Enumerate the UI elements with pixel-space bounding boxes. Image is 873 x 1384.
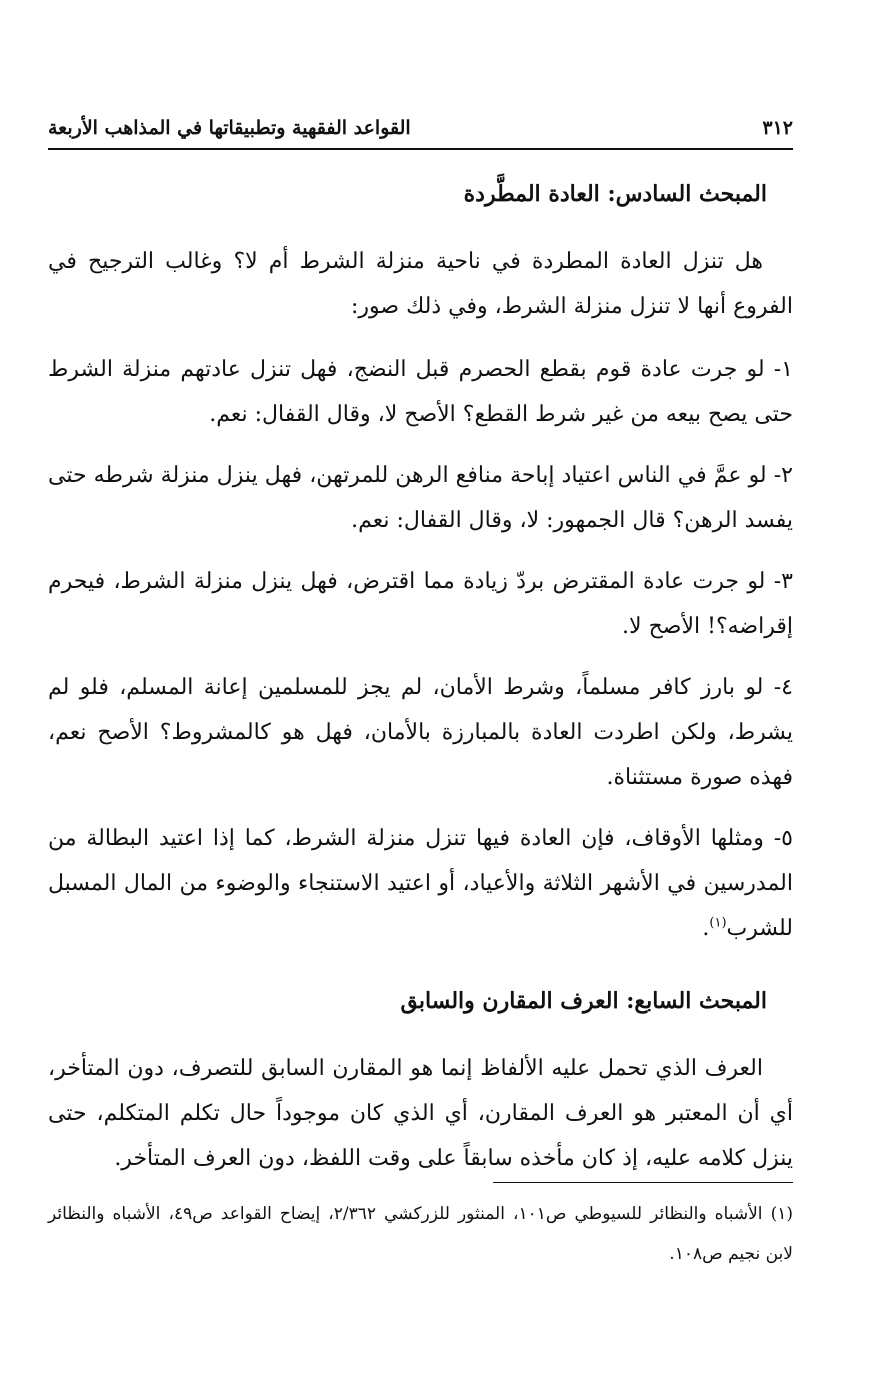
- section-heading: المبحث السادس: العادة المطَّردة: [463, 181, 767, 207]
- paragraph: هل تنزل العادة المطردة في ناحية منزلة الشرط أم لا؟ وغالب الترجيح في الفروع أنها لا تنزل منزلة الشرط، وفي ذلك صور:: [48, 249, 793, 319]
- running-header: [48, 108, 793, 148]
- list-item-text: ٥- ومثلها الأوقاف، فإن العادة فيها تنزل منزلة الشرط، كما إذا اعتيد البطالة من المدرسين في الأشهر الثلاثة والأعياد، أو اعتيد الاستنجاء والوضوء من المال المسبل للشرب: [48, 826, 793, 941]
- sentence-end: .: [702, 916, 710, 941]
- list-item: [48, 816, 793, 951]
- footnote: (١) الأشباه والنظائر للسيوطي ص١٠١، المنثور للزركشي ٢/٣٦٢، إيضاح القواعد ص٤٩، الأشباه والنظائر لابن نجيم ص١٠٨.: [48, 1204, 793, 1264]
- page-number: ٣١٢: [762, 117, 793, 139]
- section-heading: المبحث السابع: العرف المقارن والسابق: [400, 988, 767, 1014]
- list-item: ١- لو جرت عادة قوم بقطع الحصرم قبل النضج، فهل تنزل عادتهم منزلة الشرط حتى يصح بيعه من غير شرط القطع؟ الأصح لا، وقال القفال: نعم.: [48, 357, 793, 427]
- book-title: القواعد الفقهية وتطبيقاتها في المذاهب الأربعة: [48, 117, 411, 139]
- header-divider: [48, 148, 793, 150]
- footnote-divider: [493, 1182, 793, 1183]
- paragraph: العرف الذي تحمل عليه الألفاظ إنما هو المقارن السابق للتصرف، دون المتأخر، أي أن المعتبر هو العرف المقارن، أي الذي كان موجوداً حال تكلم المتكلم، حتى ينزل كلامه عليه، إذ كان مأخذه سابقاً على وقت اللفظ، دون العرف المتأخر.: [48, 1056, 793, 1171]
- list-item: ٣- لو جرت عادة المقترض بردّ زيادة مما اقترض، فهل ينزل منزلة الشرط، فيحرم إقراضه؟! الأصح لا.: [48, 569, 793, 639]
- footnote-reference: (١): [709, 915, 727, 931]
- list-item: ٤- لو بارز كافر مسلماً، وشرط الأمان، لم يجز للمسلمين إعانة المسلم، فلو لم يشرط، ولكن اطردت العادة بالمبارزة بالأمان، فهل هو كالمشروط؟ الأصح نعم، فهذه صورة مستثناة.: [48, 675, 793, 790]
- main-text: [48, 172, 793, 1199]
- footnotes: [48, 1194, 793, 1274]
- list-item: ٢- لو عمَّ في الناس اعتياد إباحة منافع الرهن للمرتهن، فهل ينزل منزلة شرطه حتى يفسد الرهن؟ قال الجمهور: لا، وقال القفال: نعم.: [48, 463, 793, 533]
